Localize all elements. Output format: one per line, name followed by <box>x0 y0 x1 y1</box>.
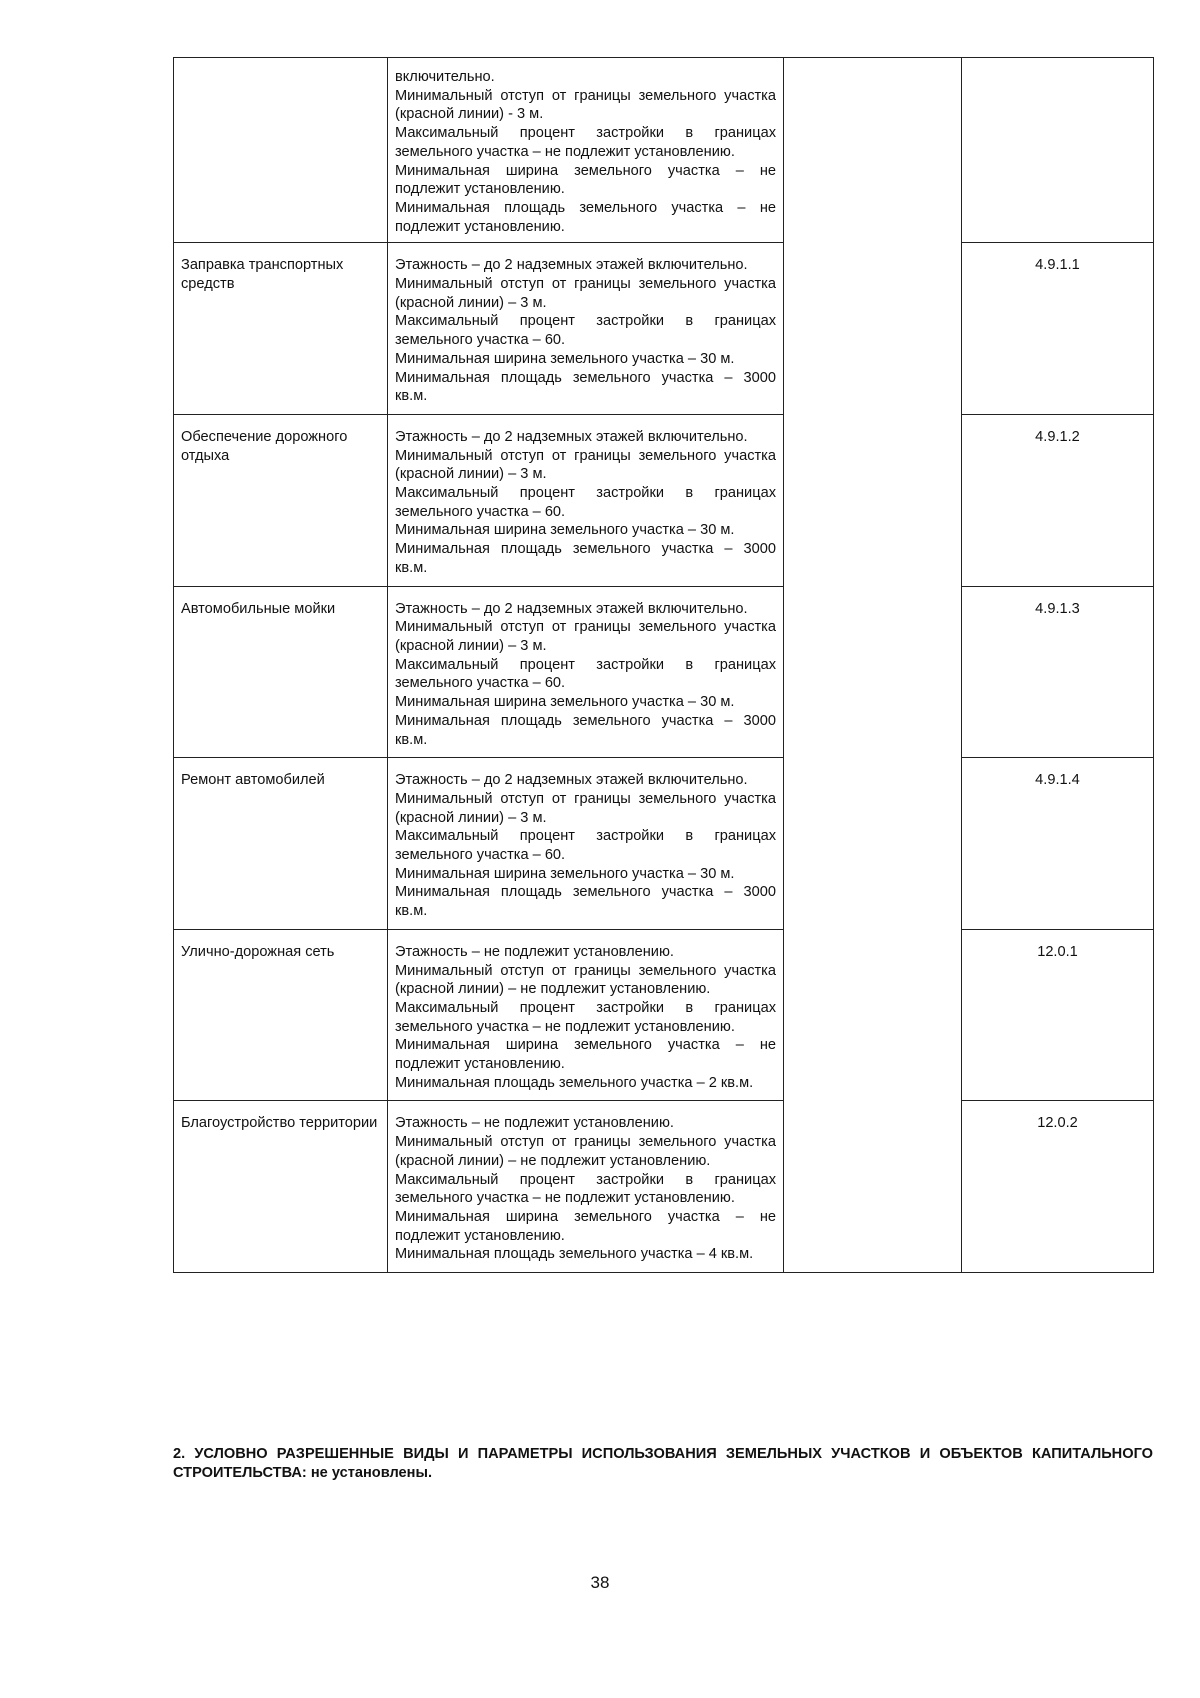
parameter-line: Минимальная площадь земельного участка – 3000 кв.м. <box>395 712 776 748</box>
table-row <box>174 586 1154 758</box>
parameter-line: Минимальный отступ от границы земельного участка (красной линии) – не подлежит установлению. <box>395 1134 776 1169</box>
parameter-line: Минимальный отступ от границы земельного участка (красной линии) – не подлежит установлению. <box>395 962 776 998</box>
parameter-line: Минимальная ширина земельного участка – 30 м. <box>395 350 735 367</box>
table-row-continued <box>174 58 1154 243</box>
parameter-line: Минимальная ширина земельного участка – 30 м. <box>395 522 735 539</box>
parameter-line: Минимальная площадь земельного участка – 2 кв.м. <box>395 1074 754 1091</box>
parameter-line: Минимальная площадь земельного участка – 4 кв.м. <box>395 1246 754 1263</box>
parameters-cell <box>388 243 784 415</box>
page-number: 38 <box>590 1573 610 1592</box>
use-name-cell: Заправка транспортных средств <box>174 243 388 415</box>
parameter-line: Максимальный процент застройки в границах земельного участка – 60. <box>395 485 776 520</box>
table-body <box>174 58 1154 1273</box>
classifier-code-cell: 4.9.1.2 <box>962 414 1154 586</box>
parameter-line: Максимальный процент застройки в границах земельного участка – 60. <box>395 828 776 864</box>
parameters-cell <box>388 1101 784 1273</box>
parameter-line: Минимальный отступ от границы земельного участка (красной линии) – 3 м. <box>395 619 776 654</box>
classifier-code-cell <box>962 58 1154 243</box>
parameter-line: Максимальный процент застройки в границах земельного участка – 60. <box>395 313 776 349</box>
use-name-cell: Ремонт автомобилей <box>174 758 388 930</box>
parameter-line: Максимальный процент застройки в границах земельного участка – не подлежит установлению. <box>395 125 776 160</box>
parameter-line: Максимальный процент застройки в границах земельного участка – 60. <box>395 656 776 692</box>
use-name-cell <box>174 58 388 243</box>
use-name-cell: Благоустройство территории <box>174 1101 388 1273</box>
use-name-cell: Автомобильные мойки <box>174 586 388 758</box>
parameter-line: Максимальный процент застройки в границах земельного участка – не подлежит установлению. <box>395 1171 776 1207</box>
parameters-cell <box>388 58 784 243</box>
parameter-line: Минимальная ширина земельного участка – 30 м. <box>395 694 735 711</box>
table-row <box>174 414 1154 586</box>
parameter-line: Этажность – до 2 надземных этажей включительно. <box>395 600 748 617</box>
parameter-line: Минимальная площадь земельного участка – 3000 кв.м. <box>395 369 776 405</box>
parameter-line: Минимальный отступ от границы земельного участка (красной линии) – 3 м. <box>395 276 776 311</box>
parameter-line: Этажность – до 2 надземных этажей включительно. <box>395 772 748 789</box>
merged-empty-cell <box>784 58 962 1273</box>
parameter-line: Этажность – до 2 надземных этажей включительно. <box>395 257 748 274</box>
parameter-line: Минимальная площадь земельного участка – 3000 кв.м. <box>395 884 776 920</box>
parameter-line: Минимальная площадь земельного участка – не подлежит установлению. <box>395 199 776 235</box>
parameter-line: Этажность – до 2 надземных этажей включительно. <box>395 428 748 445</box>
parameter-line: включительно. <box>395 69 495 85</box>
parameters-cell <box>388 758 784 930</box>
table-row <box>174 929 1154 1101</box>
parameters-cell <box>388 414 784 586</box>
parameters-cell <box>388 586 784 758</box>
classifier-code-cell: 12.0.1 <box>962 929 1154 1101</box>
parameter-line: Минимальная ширина земельного участка – не подлежит установлению. <box>395 1037 776 1073</box>
parameter-line: Минимальная ширина земельного участка – не подлежит установлению. <box>395 162 776 198</box>
table-row <box>174 1101 1154 1273</box>
land-use-table <box>173 57 1154 1273</box>
section-heading: 2. УСЛОВНО РАЗРЕШЕННЫЕ ВИДЫ И ПАРАМЕТРЫ ИСПОЛЬЗОВАНИЯ ЗЕМЕЛЬНЫХ УЧАСТКОВ И ОБЪЕКТОВ КАПИТАЛЬНОГО СТРОИТЕЛЬСТВА: не установлены. <box>173 1446 1153 1481</box>
parameter-line: Этажность – не подлежит установлению. <box>395 943 674 960</box>
use-name-cell: Обеспечение дорожного отдыха <box>174 414 388 586</box>
classifier-code-cell: 4.9.1.4 <box>962 758 1154 930</box>
use-name-cell: Улично-дорожная сеть <box>174 929 388 1101</box>
parameter-line: Минимальная площадь земельного участка – 3000 кв.м. <box>395 541 776 576</box>
parameter-line: Минимальный отступ от границы земельного участка (красной линии) – 3 м. <box>395 447 776 483</box>
parameter-line: Минимальная ширина земельного участка – 30 м. <box>395 865 735 882</box>
parameter-line: Минимальный отступ от границы земельного участка (красной линии) - 3 м. <box>395 87 776 123</box>
classifier-code-cell: 12.0.2 <box>962 1101 1154 1273</box>
parameter-line: Максимальный процент застройки в границах земельного участка – не подлежит установлению. <box>395 999 776 1035</box>
table-row <box>174 758 1154 930</box>
table-row <box>174 243 1154 415</box>
classifier-code-cell: 4.9.1.3 <box>962 586 1154 758</box>
parameter-line: Этажность – не подлежит установлению. <box>395 1115 674 1132</box>
parameters-cell <box>388 929 784 1101</box>
classifier-code-cell: 4.9.1.1 <box>962 243 1154 415</box>
parameter-line: Минимальный отступ от границы земельного участка (красной линии) – 3 м. <box>395 790 776 826</box>
parameter-line: Минимальная ширина земельного участка – не подлежит установлению. <box>395 1208 776 1244</box>
